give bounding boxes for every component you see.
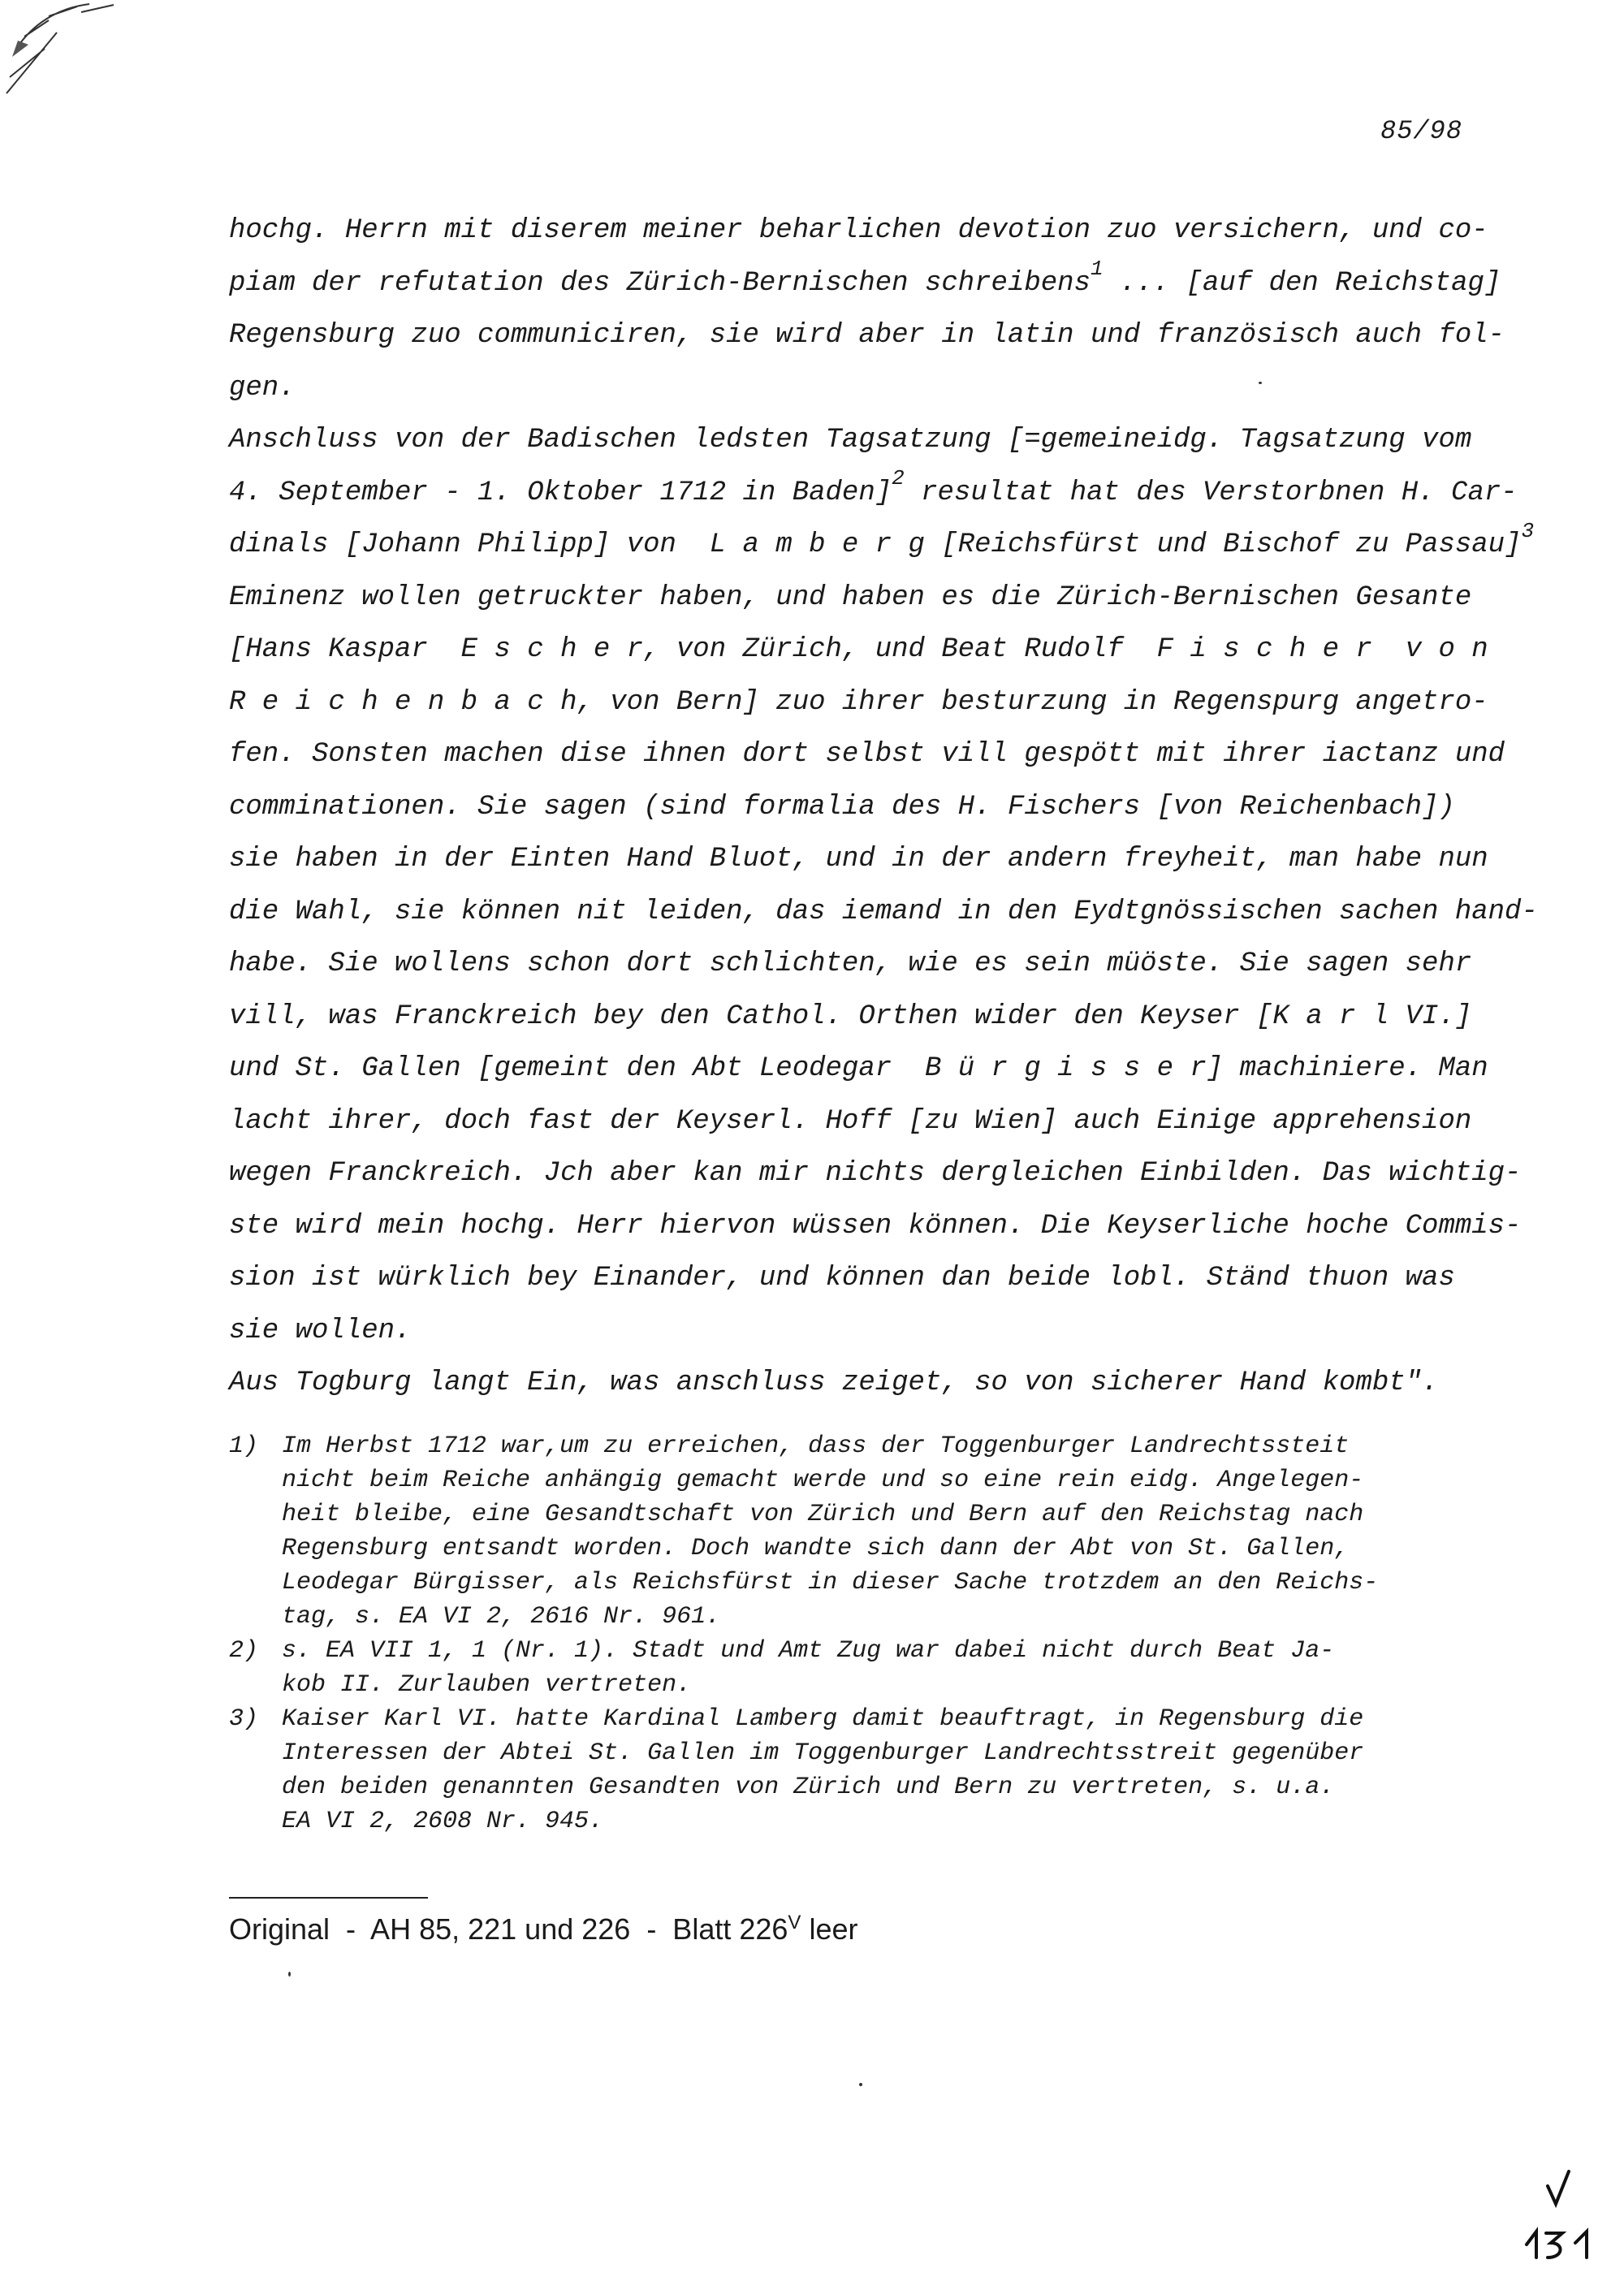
footnote-mark: 1 bbox=[1090, 257, 1104, 282]
body-line-text: piam der refutation des Zürich-Bernischen schreibens bbox=[229, 267, 1091, 299]
body-line: lacht ihrer, doch fast der Keyserl. Hoff [zu Wien] auch Einige apprehension bbox=[229, 1105, 1472, 1137]
body-line bbox=[229, 467, 1544, 520]
body-line: Anschluss von der Badischen ledsten Tagsatzung [=gemeineidg. Tagsatzung vom bbox=[229, 425, 1472, 456]
body-line: habe. Sie wollens schon dort schlichten, wie es sein müöste. Sie sagen sehr bbox=[229, 948, 1472, 979]
source-reference bbox=[229, 1912, 857, 1946]
body-line-text: resultat hat des Verstorbnen H. Car- bbox=[904, 477, 1518, 508]
body-line: sie wollen. bbox=[229, 1315, 412, 1346]
footnote-line: kob II. Zurlauben vertreten. bbox=[282, 1671, 692, 1699]
body-line: hochg. Herrn mit diserem meiner beharlichen devotion zuo versichern, und co- bbox=[229, 215, 1488, 246]
body-line: gen. bbox=[229, 372, 296, 404]
body-line: fen. Sonsten machen dise ihnen dort selbst vill gespött mit ihrer iactanz und bbox=[229, 739, 1505, 770]
body-line-text: 4. September - 1. Oktober 1712 in Baden] bbox=[229, 477, 892, 508]
body-line: die Wahl, sie können nit leiden, das iemand in den Eydtgnössischen sachen hand- bbox=[229, 896, 1538, 927]
footnote-number: 1) bbox=[229, 1432, 259, 1460]
body-line: Aus Togburg langt Ein, was anschluss zeiget, so von sicherer Hand kombt". bbox=[229, 1367, 1439, 1398]
footnote-line: den beiden genannten Gesandten von Zürich und Bern zu vertreten, s. u.a. bbox=[282, 1774, 1335, 1801]
body-line bbox=[229, 519, 1544, 572]
scan-speck bbox=[1259, 382, 1262, 384]
footnote-line: Interessen der Abtei St. Gallen im Toggenburger Landrechtsstreit gegenüber bbox=[282, 1739, 1364, 1767]
page-number: 85/98 bbox=[1380, 116, 1463, 146]
footnote-line: EA VI 2, 2608 Nr. 945. bbox=[282, 1808, 604, 1835]
source-text: Original - AH 85, 221 und 226 - Blatt 226 bbox=[229, 1912, 788, 1946]
body-line: [Hans Kaspar E s c h e r, von Zürich, und Beat Rudolf F i s c h e r v o n bbox=[229, 634, 1488, 665]
body-line: wegen Franckreich. Jch aber kan mir nichts dergleichen Einbilden. Das wichtig- bbox=[229, 1158, 1522, 1189]
footnote bbox=[229, 1634, 1528, 1702]
footnote bbox=[229, 1702, 1528, 1838]
source-verso-mark: V bbox=[788, 1912, 801, 1934]
body-line: sie haben in der Einten Hand Bluot, und in der andern freyheit, man habe nun bbox=[229, 844, 1488, 875]
corner-scribble-icon bbox=[0, 0, 130, 97]
letter-body bbox=[229, 205, 1544, 1410]
footnote-line: s. EA VII 1, 1 (Nr. 1). Stadt und Amt Zug war dabei nicht durch Beat Ja- bbox=[282, 1637, 1335, 1665]
body-line: comminationen. Sie sagen (sind formalia des H. Fischers [von Reichenbach]) bbox=[229, 791, 1455, 823]
source-divider bbox=[229, 1897, 428, 1899]
handwritten-archive-mark-icon bbox=[1518, 2168, 1608, 2266]
body-line: sion ist würklich bey Einander, und können dan beide lobl. Ständ thuon was bbox=[229, 1263, 1455, 1294]
body-line: Eminenz wollen getruckter haben, und haben es die Zürich-Bernischen Gesante bbox=[229, 581, 1472, 613]
footnote-line: nicht beim Reiche anhängig gemacht werde und so eine rein eidg. Angelegen- bbox=[282, 1467, 1364, 1494]
footnote-line: tag, s. EA VI 2, 2616 Nr. 961. bbox=[282, 1603, 721, 1631]
footnote-line: Im Herbst 1712 war,um zu erreichen, dass der Toggenburger Landrechtssteit bbox=[282, 1432, 1350, 1460]
footnote bbox=[229, 1429, 1528, 1634]
footnote-number: 3) bbox=[229, 1705, 259, 1733]
body-line: vill, was Franckreich bey den Cathol. Orthen wider den Keyser [K a r l VI.] bbox=[229, 1000, 1472, 1032]
body-line-text: ... [auf den Reichstag] bbox=[1103, 267, 1501, 299]
footnote-mark: 3 bbox=[1521, 518, 1535, 543]
footnote-mark: 2 bbox=[892, 466, 905, 491]
scan-speck bbox=[288, 1972, 291, 1977]
footnote-line: Regensburg entsandt worden. Doch wandte sich dann der Abt von St. Gallen, bbox=[282, 1535, 1350, 1562]
footnote-line: Leodegar Bürgisser, als Reichsfürst in dieser Sache trotzdem an den Reichs- bbox=[282, 1569, 1379, 1596]
body-line: Regensburg zuo communiciren, sie wird aber in latin und französisch auch fol- bbox=[229, 320, 1505, 351]
scan-speck bbox=[859, 2083, 862, 2086]
footnote-line: Kaiser Karl VI. hatte Kardinal Lamberg damit beauftragt, in Regensburg die bbox=[282, 1705, 1364, 1733]
source-text: leer bbox=[801, 1912, 858, 1946]
footnotes bbox=[229, 1429, 1528, 1838]
body-line: R e i c h e n b a c h, von Bern] zuo ihrer besturzung in Regenspurg angetro- bbox=[229, 686, 1488, 718]
footnote-number: 2) bbox=[229, 1637, 259, 1665]
body-line: und St. Gallen [gemeint den Abt Leodegar B ü r g i s s e r] machiniere. Man bbox=[229, 1053, 1488, 1084]
footnote-line: heit bleibe, eine Gesandtschaft von Zürich und Bern auf den Reichstag nach bbox=[282, 1501, 1364, 1528]
body-line bbox=[229, 257, 1544, 310]
body-line-text: dinals [Johann Philipp] von L a m b e r g [Reichsfürst und Bischof zu Passau] bbox=[229, 529, 1522, 560]
body-line: ste wird mein hochg. Herr hiervon wüssen können. Die Keyserliche hoche Commis- bbox=[229, 1210, 1522, 1242]
